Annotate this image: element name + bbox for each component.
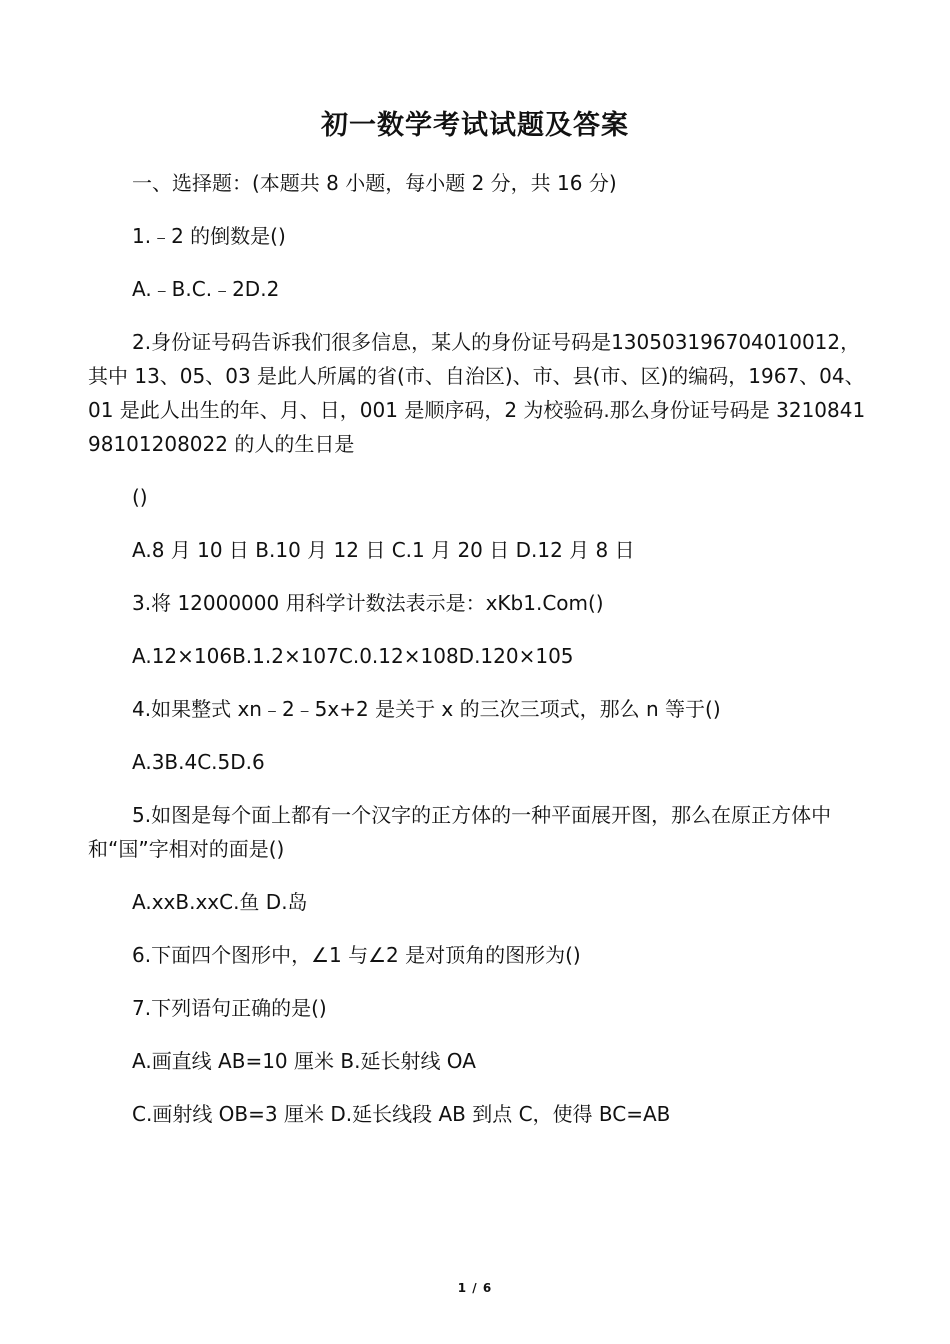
question-6: 6.下面四个图形中，∠1 与∠2 是对顶角的图形为() (132, 943, 581, 967)
question-7-options-ab: A.画直线 AB=10 厘米 B.延长射线 OA (132, 1049, 476, 1073)
page-number: 1 / 6 (457, 1281, 493, 1295)
question-2: 2.身份证号码告诉我们很多信息，某人的身份证号码是130503196704010012，其中 13、05、03 是此人所属的省(市、自治区)、市、县(市、区)的编码，1967、04、01 是此人出生的年、月、日，001 是顺序码，2 为校验码.那么身份证号码是 321084198101208022 的人的生日是 (88, 330, 866, 456)
question-2-options: A.8 月 10 日 B.10 月 12 日 C.1 月 20 日 D.12 月 8 日 (132, 538, 635, 562)
question-5-options: A.xxB.xxC.鱼 D.岛 (132, 890, 308, 914)
question-7: 7.下列语句正确的是() (132, 996, 327, 1020)
question-3: 3.将 12000000 用科学计数法表示是：xKb1.Com() (132, 591, 604, 615)
question-5: 5.如图是每个面上都有一个汉字的正方体的一种平面展开图，那么在原正方体中和“国”字相对的面是() (88, 803, 832, 861)
document-body (88, 166, 868, 1150)
question-1: 1.﹣2 的倒数是() (132, 224, 286, 248)
question-3-options: A.12×106B.1.2×107C.0.12×108D.120×105 (132, 644, 574, 668)
section-heading: 一、选择题：(本题共 8 小题，每小题 2 分，共 16 分) (132, 171, 617, 195)
question-4-options: A.3B.4C.5D.6 (132, 750, 265, 774)
question-1-options: A.﹣B.C.﹣2D.2 (132, 277, 280, 301)
question-2-blank: () (132, 485, 148, 509)
document-title: 初一数学考试试题及答案 (321, 110, 629, 141)
question-4: 4.如果整式 xn﹣2﹣5x+2 是关于 x 的三次三项式，那么 n 等于() (132, 697, 721, 721)
question-7-options-cd: C.画射线 OB=3 厘米 D.延长线段 AB 到点 C，使得 BC=AB (132, 1102, 671, 1126)
